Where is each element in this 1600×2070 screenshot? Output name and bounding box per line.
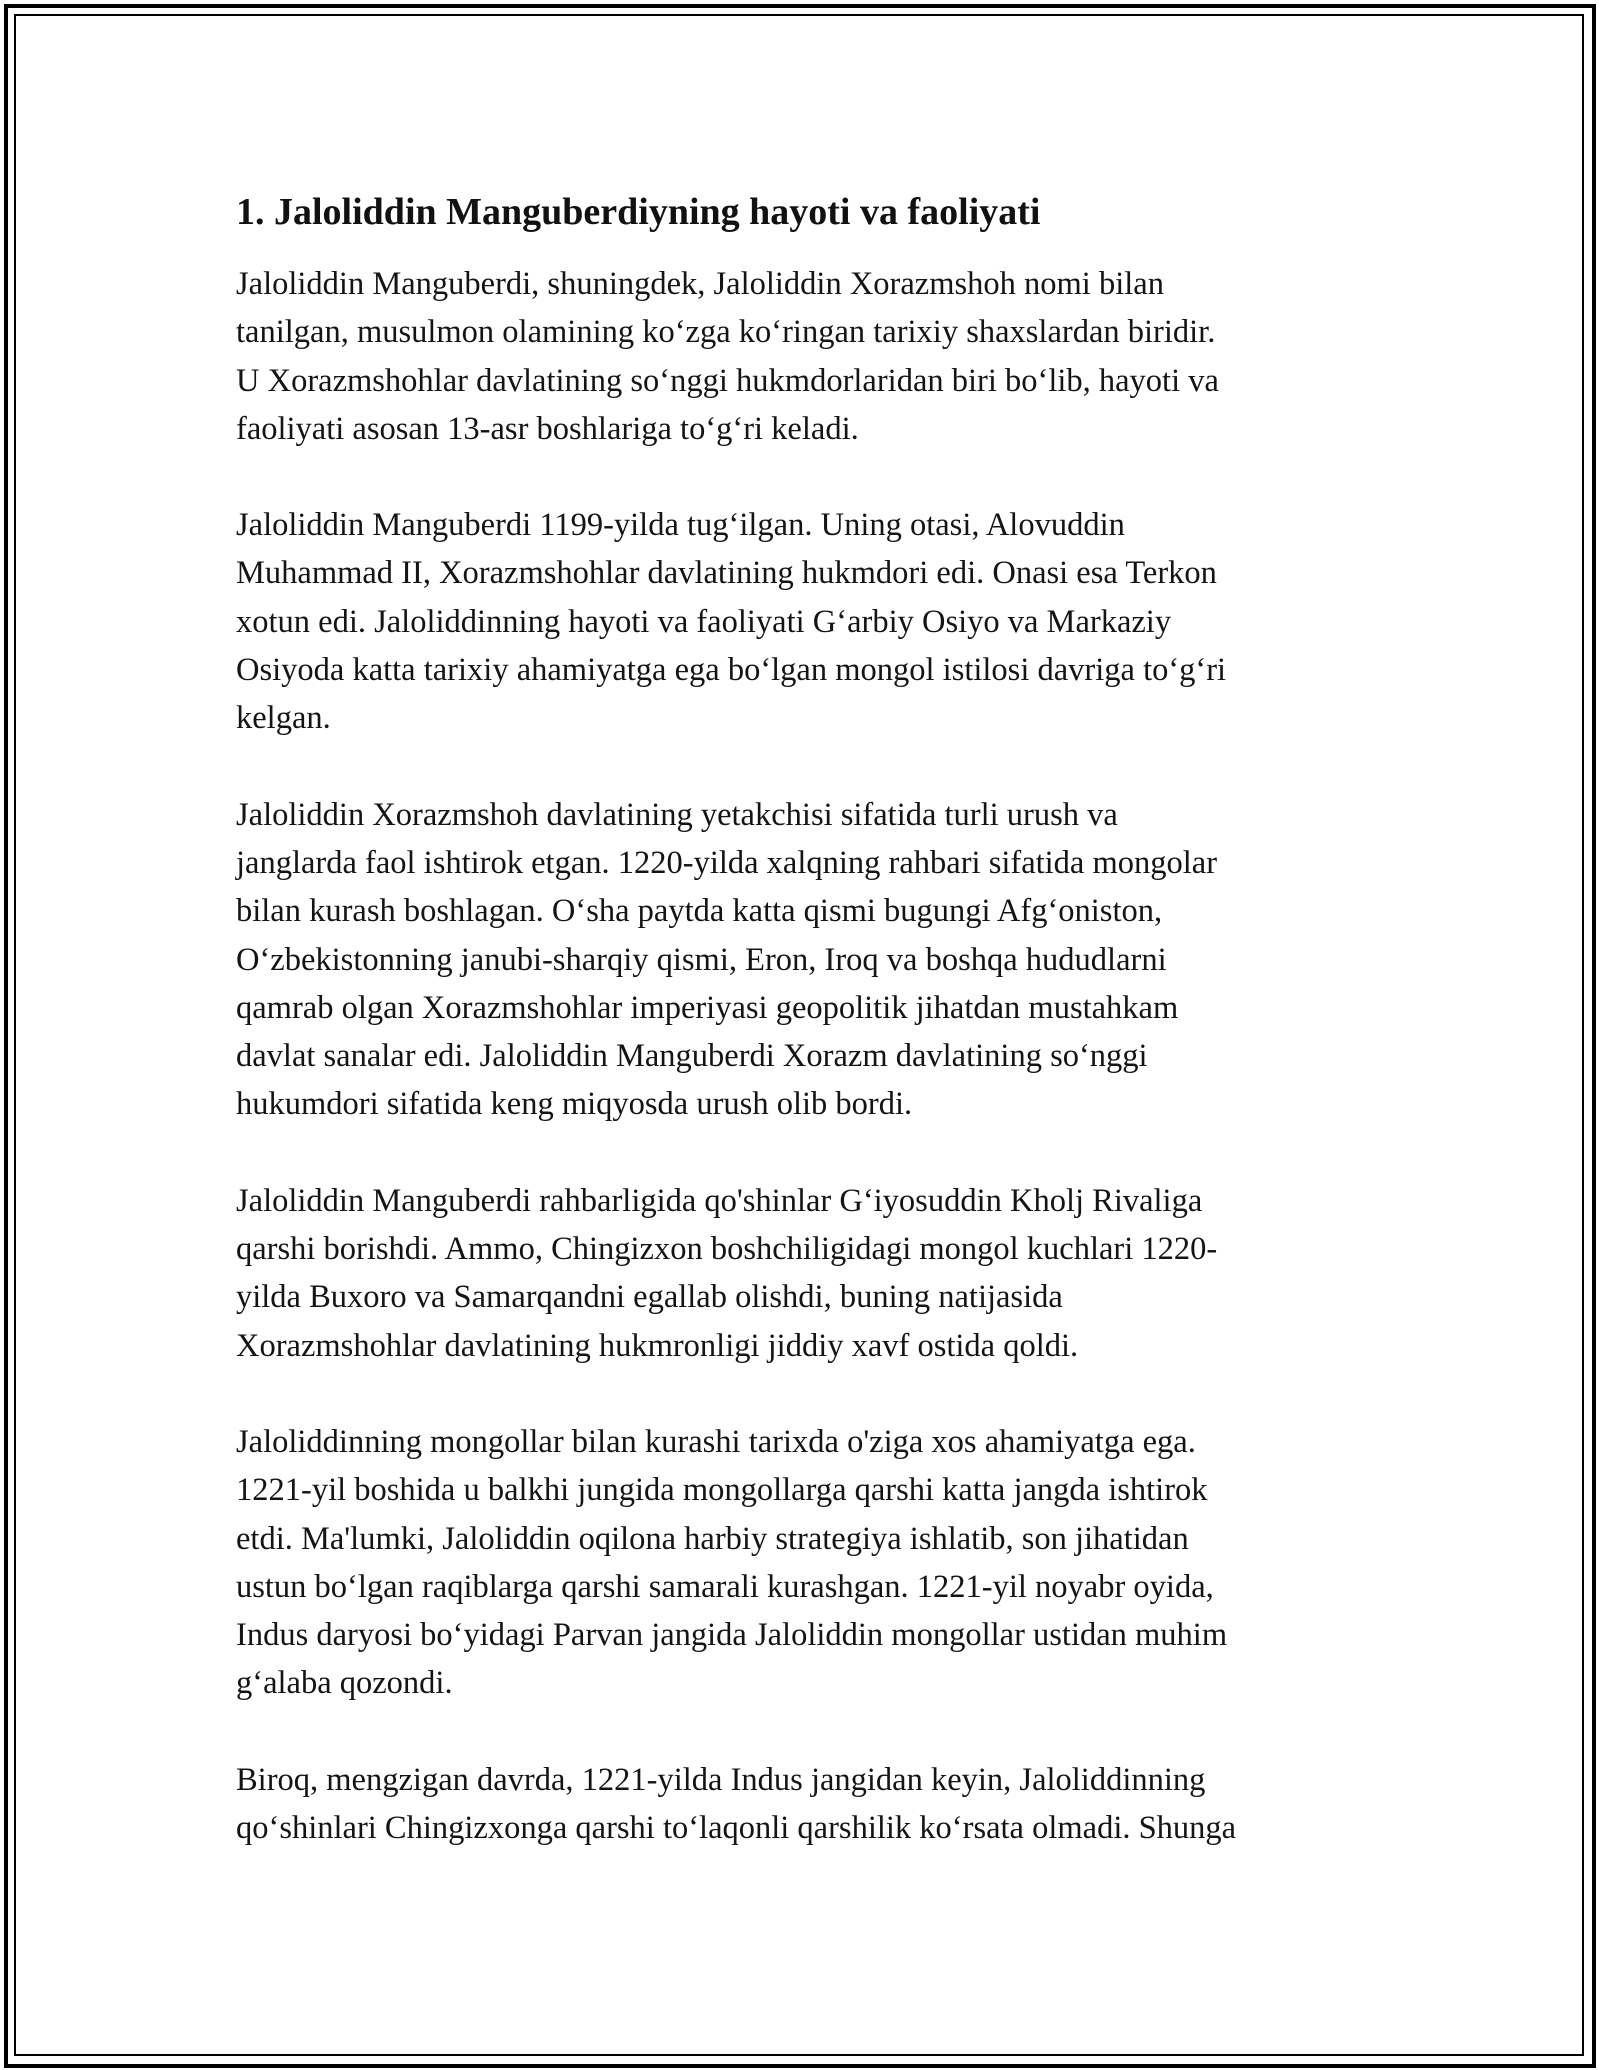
text-line: hukumdori sifatida keng miqyosda urush olib bordi. <box>236 1086 913 1123</box>
text-line: Jaloliddinning mongollar bilan kurashi tarixda o'ziga xos ahamiyatga ega. <box>236 1423 1196 1460</box>
text-line: kelgan. <box>236 700 331 737</box>
text-line: yilda Buxoro va Samarqandni egallab olishdi, buning natijasida <box>236 1279 1063 1316</box>
text-line: Xorazmshohlar davlatining hukmronligi jiddiy xavf ostida qoldi. <box>236 1327 1079 1364</box>
text-line: U Xorazmshohlar davlatining so‘nggi hukmdorlaridan biri bo‘lib, hayoti va <box>236 362 1219 399</box>
text-line: tanilgan, musulmon olamining ko‘zga ko‘ringan tarixiy shaxslardan biridir. <box>236 314 1216 351</box>
text-line: Osiyoda katta tarixiy ahamiyatga ega bo‘lgan mongol istilosi davriga to‘g‘ri <box>236 652 1227 689</box>
paragraph-1 <box>236 260 1381 453</box>
text-line: bilan kurash boshlagan. O‘sha paytda katta qismi bugungi Afg‘oniston, <box>236 893 1163 930</box>
text-line: janglarda faol ishtirok etgan. 1220-yilda xalqning rahbari sifatida mongolar <box>236 844 1218 881</box>
text-line: g‘alaba qozondi. <box>236 1665 453 1702</box>
text-line: Jaloliddin Manguberdi rahbarligida qo'shinlar G‘iyosuddin Kholj Rivaliga <box>236 1182 1203 1219</box>
document-body <box>236 184 1381 1900</box>
text-line: ustun bo‘lgan raqiblarga qarshi samarali kurashgan. 1221-yil noyabr oyida, <box>236 1568 1214 1605</box>
text-line: qamrab olgan Xorazmshohlar imperiyasi geopolitik jihatdan mustahkam <box>236 989 1179 1026</box>
text-line: Biroq, mengzigan davrda, 1221-yilda Indus jangidan keyin, Jaloliddinning <box>236 1761 1206 1798</box>
text-line: faoliyati asosan 13-asr boshlariga to‘g‘ri keladi. <box>236 410 859 447</box>
paragraph-4 <box>236 1177 1381 1370</box>
text-line: Jaloliddin Xorazmshoh davlatining yetakchisi sifatida turli urush va <box>236 796 1118 833</box>
paragraph-3 <box>236 791 1381 1129</box>
text-line: davlat sanalar edi. Jaloliddin Manguberdi Xorazm davlatining so‘nggi <box>236 1038 1148 1075</box>
text-line: Jaloliddin Manguberdi, shuningdek, Jaloliddin Xorazmshoh nomi bilan <box>236 266 1164 302</box>
text-line: 1221-yil boshida u balkhi jungida mongollarga qarshi katta jangda ishtirok <box>236 1472 1208 1509</box>
text-line: Indus daryosi bo‘yidagi Parvan jangida Jaloliddin mongollar ustidan muhim <box>236 1617 1228 1654</box>
text-line: qo‘shinlari Chingizxonga qarshi to‘laqonli qarshilik ko‘rsata olmadi. Shunga <box>236 1810 1237 1847</box>
text-line: Jaloliddin Manguberdi 1199-yilda tug‘ilgan. Uning otasi, Alovuddin <box>236 507 1125 544</box>
paragraph-6 <box>236 1756 1381 1853</box>
section-heading: 1. Jaloliddin Manguberdiyning hayoti va faoliyati <box>236 191 1041 233</box>
text-line: O‘zbekistonning janubi-sharqiy qismi, Eron, Iroq va boshqa hududlarni <box>236 941 1167 978</box>
paragraph-2 <box>236 501 1381 742</box>
paragraph-5 <box>236 1418 1381 1708</box>
text-line: qarshi borishdi. Ammo, Chingizxon boshchiligidagi mongol kuchlari 1220- <box>236 1231 1218 1268</box>
text-line: Muhammad II, Xorazmshohlar davlatining hukmdori edi. Onasi esa Terkon <box>236 555 1217 592</box>
text-line: xotun edi. Jaloliddinning hayoti va faoliyati G‘arbiy Osiyo va Markaziy <box>236 603 1172 640</box>
text-line: etdi. Ma'lumki, Jaloliddin oqilona harbiy strategiya ishlatib, son jihatidan <box>236 1520 1189 1557</box>
